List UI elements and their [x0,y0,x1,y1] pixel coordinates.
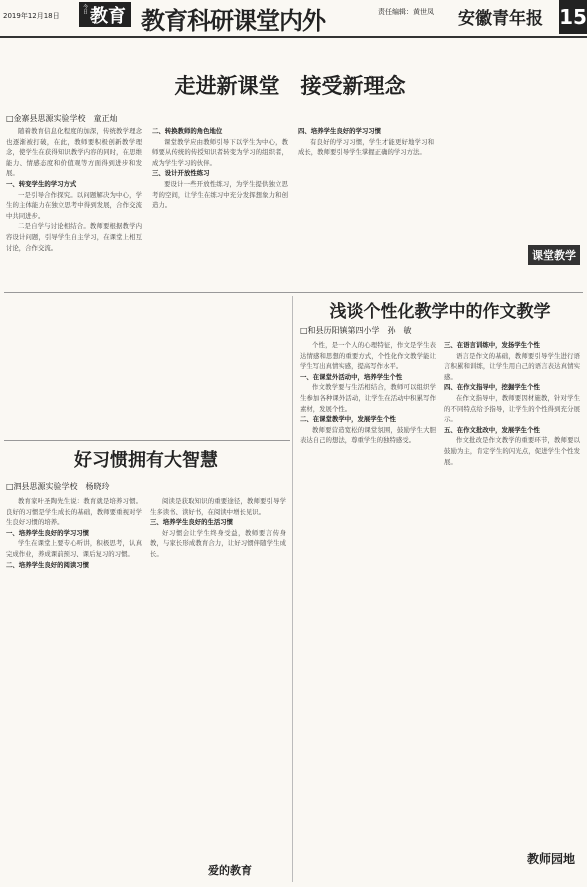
article2-paragraph: 作文批改是作文教学的重要环节，教师要以鼓励为主，肯定学生的闪光点，促进学生个性发展。 [444,436,580,466]
article1-paragraph: 要设计一些开放性练习，为学生提供独立思考的空间，让学生在练习中充分发挥想象力和创造力。 [152,179,288,210]
article3-subheading: 一、培养学生良好的学习习惯 [6,528,90,537]
article2-title: 浅谈个性化教学中的作文教学 [329,302,551,322]
issue-date: 2019年12月18日 [3,12,60,20]
article1-paragraph: 一是引导合作探究。以问题解决为中心，学生的主体能力在独立思考中得到发展，合作交流中共同进步。 [6,190,142,220]
article3-body [6,496,286,856]
article2-paragraph: 作文教学要与生活相结合，教师可以组织学生参加各种课外活动，让学生在活动中积累写作素材，发展个性。 [300,383,436,413]
article1-col-2 [152,126,288,288]
article1-subheading: 一、转变学生的学习方式 [6,179,77,188]
love-stamp: 爱的教育 [208,864,252,877]
article2-author: □和县历阳镇第四小学 孙 敏 [300,326,412,335]
newspaper-brand: 安徽青年报 [458,9,543,29]
article1-body [6,126,580,288]
article3-author: □泗县思源实验学校 杨晓玲 [6,482,110,491]
header-rule [0,36,587,38]
article2-subheading: 五、在作文批改中，发展学生个性 [444,425,540,434]
article2-paragraph: 教师要营造宽松的课堂氛围，鼓励学生大胆表达自己的想法，尊重学生的独特感受。 [300,425,436,445]
article1-subheading: 二、转换教师的角色地位 [152,127,223,135]
article2-col-2 [444,340,580,840]
article3-col-1 [6,496,142,856]
column-divider [292,296,293,882]
article1-col-3 [298,126,434,288]
article3-paragraph: 阅读是获取知识的重要途径，教师要引导学生多读书、读好书，在阅读中增长见识。 [150,497,286,516]
article1-paragraph: 有良好的学习习惯，学生才能更好地学习和成长，教师要引导学生掌握正确的学习方法。 [298,137,434,157]
section-tab [79,2,131,27]
article2-paragraph: 在作文指导中，教师要因材施教，针对学生的不同特点给予指导，让学生的个性得到充分展示。 [444,393,580,424]
article1-author: □金寨县思源实验学校 童正灿 [6,114,118,123]
article1-paragraph: 随着教育信息化程度的加深，传统教学理念也逐渐被打破，在此，教师要积极创新教学理念，使学生在获得知识教学内容的同时，在思维能力、情感态度和价值观等方面得到进步和发展。 [6,127,142,178]
article3-paragraph: 好习惯会让学生终身受益，教师要言传身教，与家长形成教育合力，让好习惯伴随学生成长。 [150,528,286,558]
page-title: 教育科研课堂内外 [141,7,325,35]
article2-paragraph: 个性，是一个人的心理特征，作文是学生表达情感和思想的重要方式，个性化作文教学能让学生写出真情实感，提高写作水平。 [300,341,436,371]
classroom-stamp: 课堂教学 [528,245,580,265]
article3-paragraph: 学生在课堂上要专心听讲，积极思考，认真完成作业，养成课前预习、课后复习的习惯。 [6,539,142,558]
article1-subheading: 四、培养学生良好的学习习惯 [298,127,382,135]
article3-subheading: 二、培养学生良好的阅读习惯 [6,560,90,569]
article2-subheading: 三、在语言训练中，发扬学生个性 [444,341,540,349]
article3-divider [4,440,290,441]
article2-subheading: 二、在课堂教学中，发展学生个性 [300,415,396,424]
article3-subheading: 三、培养学生良好的生活习惯 [150,518,234,527]
article1-col-1 [6,126,142,288]
section-tab-edition: 今日 [82,4,88,14]
section-divider [4,292,583,293]
article2-body [300,340,580,840]
section-tab-label: 教育 [90,6,126,27]
article3-paragraph: 教育家叶圣陶先生说：教育就是培养习惯。良好的习惯是学生成长的基础，教师要重视对学生良好习惯的培养。 [6,497,142,527]
article1-paragraph: 二是自学与讨论相结合。教师要根据教学内容设计问题，引导学生自主学习，在课堂上相互讨论，合作交流。 [6,222,142,252]
article2-paragraph: 语言是作文的基础，教师要引导学生进行语言积累和训练，让学生用自己的语言表达真情实感。 [444,351,580,381]
article1-title: 走进新课堂 接受新理念 [174,73,406,98]
article2-subheading: 一、在课堂外活动中，培养学生个性 [300,372,403,381]
article2-subheading: 四、在作文指导中，挖掘学生个性 [444,383,540,392]
article2-col-1 [300,340,436,840]
article1-subheading: 三、设计开放性练习 [152,169,210,178]
article3-col-2 [150,496,286,856]
page-number: 15 [559,0,587,34]
page-header [0,0,587,40]
teacher-stamp: 教师园地 [527,852,576,866]
article1-paragraph: 课堂教学应由教师引导下以学生为中心，教师要从传统的传授知识者转变为学习的组织者，成为学生学习的伙伴。 [152,137,288,167]
article3-title: 好习惯拥有大智慧 [74,450,218,471]
editor-credit: 责任编辑：黄世凤 [378,8,434,16]
